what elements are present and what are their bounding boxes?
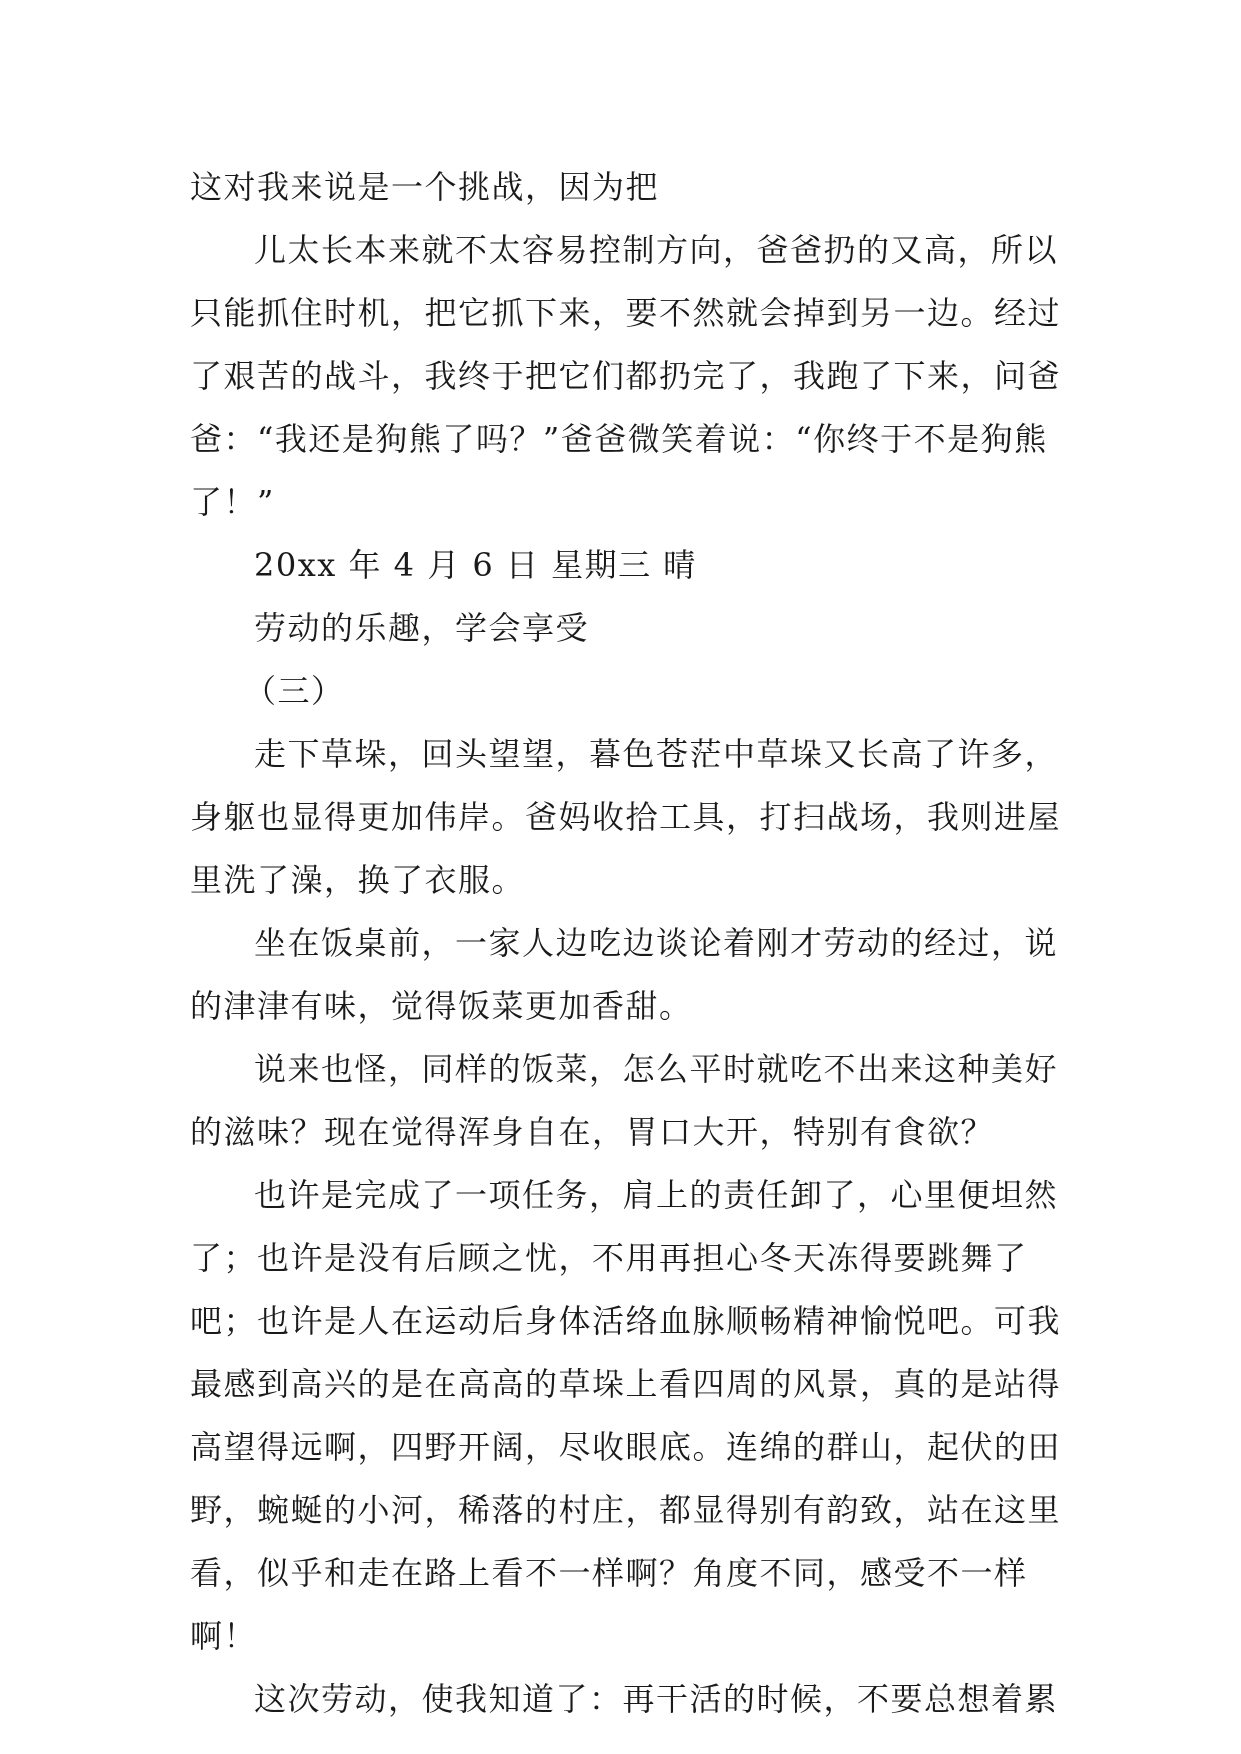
paragraph-4: 坐在饭桌前，一家人边吃边谈论着刚才劳动的经过，说的津津有味，觉得饭菜更加香甜。 (190, 924, 1059, 1025)
paragraph-1: 这对我来说是一个挑战，因为把 (190, 168, 660, 206)
document-body (190, 156, 1080, 1731)
paragraph-7: 这次劳动，使我知道了：再干活的时候，不要总想着累 (254, 1680, 1059, 1718)
paragraph-6: 也许是完成了一项任务，肩上的责任卸了，心里便坦然了；也许是没有后顾之忧，不用再担心冬天冻得要跳舞了吧；也许是人在运动后身体活络血脉顺畅精神愉悦吧。可我最感到高兴的是在高高的草垛上看四周的风景，真的是站得高望得远啊，四野开阔，尽收眼底。连绵的群山，起伏的田野，蜿蜒的小河，稀落的村庄，都显得别有韵致，站在这里看，似乎和走在路上看不一样啊？角度不同，感受不一样啊！ (190, 1176, 1062, 1655)
paragraph-2: 儿太长本来就不太容易控制方向，爸爸扔的又高，所以只能抓住时机，把它抓下来，要不然就会掉到另一边。经过了艰苦的战斗，我终于把它们都扔完了，我跑了下来，问爸爸：“我还是狗熊了吗？”爸爸微笑着说：“你终于不是狗熊了！” (190, 231, 1062, 521)
diary-title: 劳动的乐趣，学会享受 (254, 609, 590, 647)
paragraph-5: 说来也怪，同样的饭菜，怎么平时就吃不出来这种美好的滋味？现在觉得浑身自在，胃口大开，特别有食欲？ (190, 1050, 1059, 1151)
section-number: （三） (244, 672, 345, 710)
diary-date: 20xx 年 4 月 6 日 星期三 晴 (254, 546, 697, 584)
paragraph-3: 走下草垛，回头望望，暮色苍茫中草垛又长高了许多，身躯也显得更加伟岸。爸妈收拾工具，打扫战场，我则进屋里洗了澡，换了衣服。 (190, 735, 1062, 899)
